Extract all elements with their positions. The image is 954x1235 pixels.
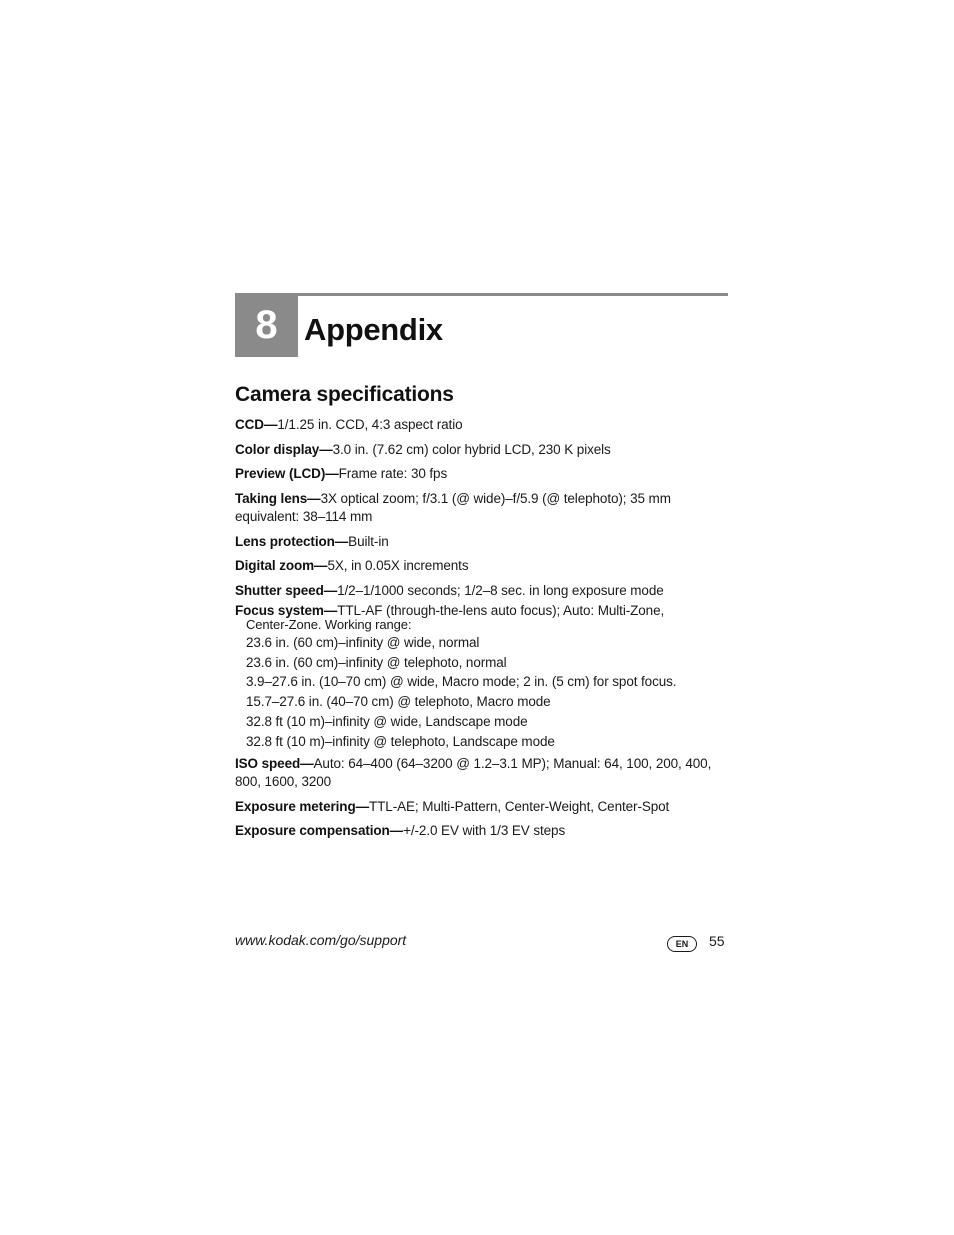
spec-text: 3.0 in. (7.62 cm) color hybrid LCD, 230 K pixels (332, 442, 611, 457)
spec-lens-protection (235, 533, 730, 551)
section-title: Camera specifications (235, 383, 454, 406)
focus-system-continuation: Center-Zone. Working range: (246, 617, 412, 632)
spec-text: 3X optical zoom; f/3.1 (@ wide)–f/5.9 (@ telephoto); 35 mm equivalent: 38–114 mm (235, 491, 671, 524)
focus-range-item: 3.9–27.6 in. (10–70 cm) @ wide, Macro mode; 2 in. (5 cm) for spot focus. (246, 674, 677, 689)
spec-label: ISO speed— (235, 756, 314, 771)
spec-color-display (235, 441, 730, 459)
spec-exposure-metering (235, 798, 730, 816)
spec-text: Frame rate: 30 fps (338, 466, 448, 481)
spec-label: Digital zoom— (235, 558, 328, 573)
spec-label: Shutter speed— (235, 583, 338, 598)
focus-range-item: 32.8 ft (10 m)–infinity @ wide, Landscape mode (246, 714, 528, 729)
spec-text: Built-in (348, 534, 389, 549)
spec-taking-lens (235, 490, 685, 526)
spec-preview (235, 465, 730, 483)
spec-text: 1/1.25 in. CCD, 4:3 aspect ratio (277, 417, 463, 432)
spec-text: Auto: 64–400 (64–3200 @ 1.2–3.1 MP); Manual: 64, 100, 200, 400, 800, 1600, 3200 (235, 756, 712, 789)
spec-text: 5X, in 0.05X increments (327, 558, 469, 573)
spec-text: TTL-AE; Multi-Pattern, Center-Weight, Center-Spot (369, 799, 670, 814)
focus-range-item: 32.8 ft (10 m)–infinity @ telephoto, Landscape mode (246, 734, 555, 749)
focus-range-item: 15.7–27.6 in. (40–70 cm) @ telephoto, Macro mode (246, 694, 551, 709)
spec-label: Lens protection— (235, 534, 349, 549)
spec-text: +/-2.0 EV with 1/3 EV steps (403, 823, 566, 838)
focus-range-item: 23.6 in. (60 cm)–infinity @ wide, normal (246, 635, 480, 650)
page-number: 55 (709, 933, 725, 949)
spec-label: Exposure metering— (235, 799, 369, 814)
spec-iso-speed (235, 755, 730, 791)
spec-label: Preview (LCD)— (235, 466, 339, 481)
spec-text: TTL-AF (through-the-lens auto focus); Auto: Multi-Zone, (337, 603, 665, 618)
chapter-number: 8 (235, 293, 298, 357)
spec-label: CCD— (235, 417, 278, 432)
spec-exposure-compensation (235, 822, 730, 840)
spec-label: Exposure compensation— (235, 823, 404, 838)
chapter-header (235, 293, 728, 357)
spec-label: Color display— (235, 442, 333, 457)
spec-ccd (235, 416, 730, 434)
spec-label: Taking lens— (235, 491, 321, 506)
spec-shutter-speed (235, 582, 730, 600)
language-badge: EN (667, 936, 697, 952)
spec-text: 1/2–1/1000 seconds; 1/2–8 sec. in long exposure mode (337, 583, 664, 598)
spec-label: Focus system— (235, 603, 338, 618)
focus-range-item: 23.6 in. (60 cm)–infinity @ telephoto, normal (246, 655, 507, 670)
chapter-title: Appendix (304, 312, 443, 347)
spec-digital-zoom (235, 557, 730, 575)
support-url: www.kodak.com/go/support (235, 932, 407, 948)
chapter-rule (235, 293, 728, 296)
